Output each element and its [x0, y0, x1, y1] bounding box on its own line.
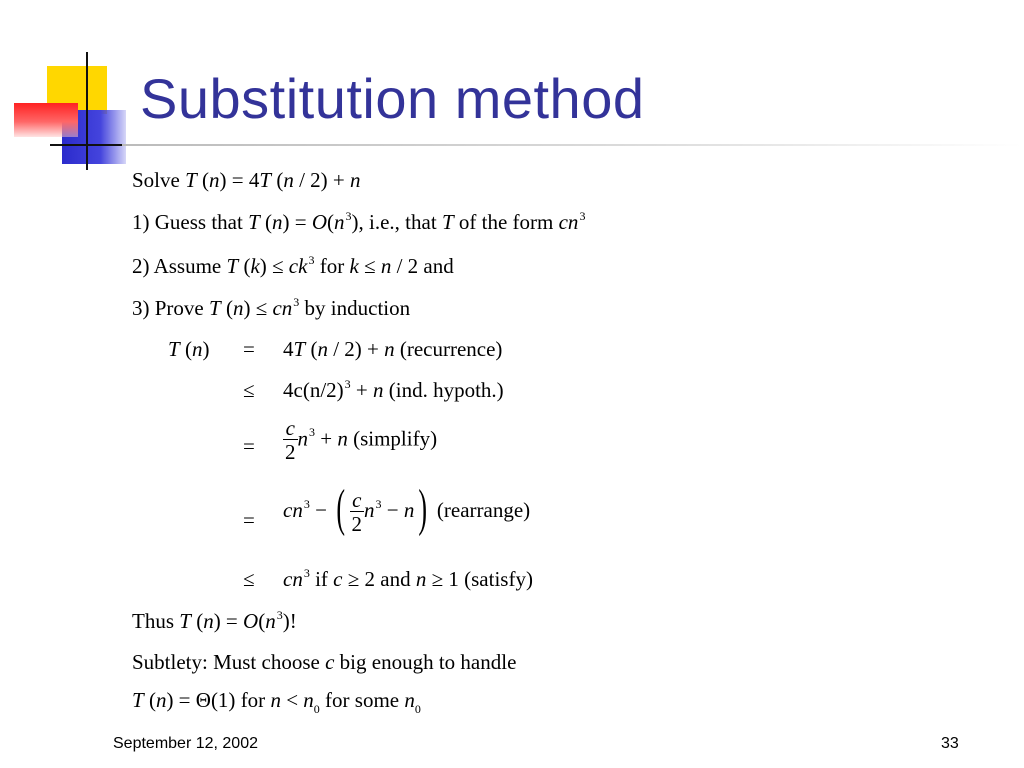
- subtlety-label: Subtlety: Must choose: [132, 650, 320, 674]
- footer-date: September 12, 2002: [113, 735, 258, 752]
- thus-label: Thus: [132, 609, 174, 633]
- step-5-cond-n: n ≥ 1: [415, 567, 459, 591]
- derivation-step-4: $cn^3$ − ( $\frac{c}{2}$ $n^3 - n$) (rearrange): [283, 480, 531, 537]
- base-case-equation: T (n) = Θ(1): [132, 688, 236, 712]
- guess-form-label: of the form: [458, 210, 554, 234]
- derivation-rel-3: =: [243, 434, 255, 458]
- base-case-condition: $n < n_0$: [270, 688, 320, 716]
- right-paren: ): [418, 480, 428, 537]
- derivation-rel-2: ≤: [243, 378, 255, 402]
- solve-line: [132, 170, 360, 191]
- guess-form-expr: $cn^3$: [558, 209, 586, 234]
- prove-label: 3) Prove: [132, 296, 204, 320]
- thus-equation: T $(n) = O(n^3)$!: [179, 608, 297, 633]
- assume-for-label: for: [319, 254, 345, 278]
- solve-label: Solve: [132, 168, 180, 192]
- guess-equation: T $(n) = O(n^3)$: [248, 209, 359, 234]
- by-induction-label: by induction: [304, 296, 411, 320]
- assume-and-label: and: [423, 254, 454, 278]
- c-over-2-fraction: $\frac{c}{2}$: [285, 416, 296, 464]
- prove-equation: T $(n) \le cn^3$: [209, 295, 300, 320]
- derivation-lhs: T (n): [168, 337, 210, 361]
- prove-line: [132, 295, 411, 320]
- base-case-for-some: for some: [325, 688, 400, 712]
- derivation-step-5: [283, 566, 533, 591]
- subtlety-line: [132, 652, 516, 673]
- step-2-expr: $4c(n/2)^3 + n$: [283, 377, 384, 402]
- logo-vertical-line: [86, 52, 88, 170]
- step-1-note: (recurrence): [399, 337, 503, 361]
- recurrence-equation: T (n) = 4T (n / 2) + n: [185, 168, 361, 192]
- base-case-n0: $n_0$: [404, 688, 421, 716]
- assume-label: 2) Assume: [132, 254, 222, 278]
- guess-t-symbol: T: [441, 210, 454, 234]
- slide-title: Substitution method: [140, 67, 645, 130]
- base-case-for: for: [240, 688, 266, 712]
- subtlety-end: big enough to handle: [339, 650, 517, 674]
- thus-line: [132, 608, 297, 633]
- step-5-and: and: [380, 567, 411, 591]
- logo-horizontal-line: [50, 144, 122, 146]
- assume-line: [132, 253, 454, 278]
- c-over-2-fraction-2: $\frac{c}{2}$: [351, 487, 362, 536]
- step-5-if: if: [315, 567, 328, 591]
- title-underline: [122, 144, 1022, 146]
- guess-label: 1) Guess that: [132, 210, 243, 234]
- base-case-line: [132, 688, 421, 716]
- derivation-rel-1: =: [243, 337, 255, 361]
- assume-equation: T $(k) \le ck^3$: [226, 253, 315, 278]
- left-paren: (: [336, 480, 346, 537]
- step-2-note: (ind. hypoth.): [388, 378, 504, 402]
- derivation-step-2: [283, 377, 504, 402]
- derivation-step-3: $\frac{c}{2}$ $n^3 + n$ (simplify): [285, 416, 438, 464]
- guess-ie-label: , i.e., that: [358, 210, 437, 234]
- step-5-cond-c: c ≥ 2: [333, 567, 376, 591]
- assume-condition: k ≤ n / 2: [349, 254, 419, 278]
- derivation-rel-4: =: [243, 508, 255, 532]
- page-number: 33: [941, 735, 959, 752]
- guess-line: [132, 209, 586, 234]
- step-1-expr: 4T (n / 2) + n: [283, 337, 395, 361]
- logo-red-square: [14, 103, 78, 137]
- subtlety-c: c: [325, 650, 335, 674]
- derivation-rel-5: ≤: [243, 567, 255, 591]
- step-3-note: (simplify): [353, 426, 438, 451]
- derivation-step-1: [283, 339, 502, 360]
- step-5-note: (satisfy): [464, 567, 533, 591]
- step-4-note: (rearrange): [436, 497, 531, 522]
- step-5-expr: $cn^3$: [283, 566, 310, 591]
